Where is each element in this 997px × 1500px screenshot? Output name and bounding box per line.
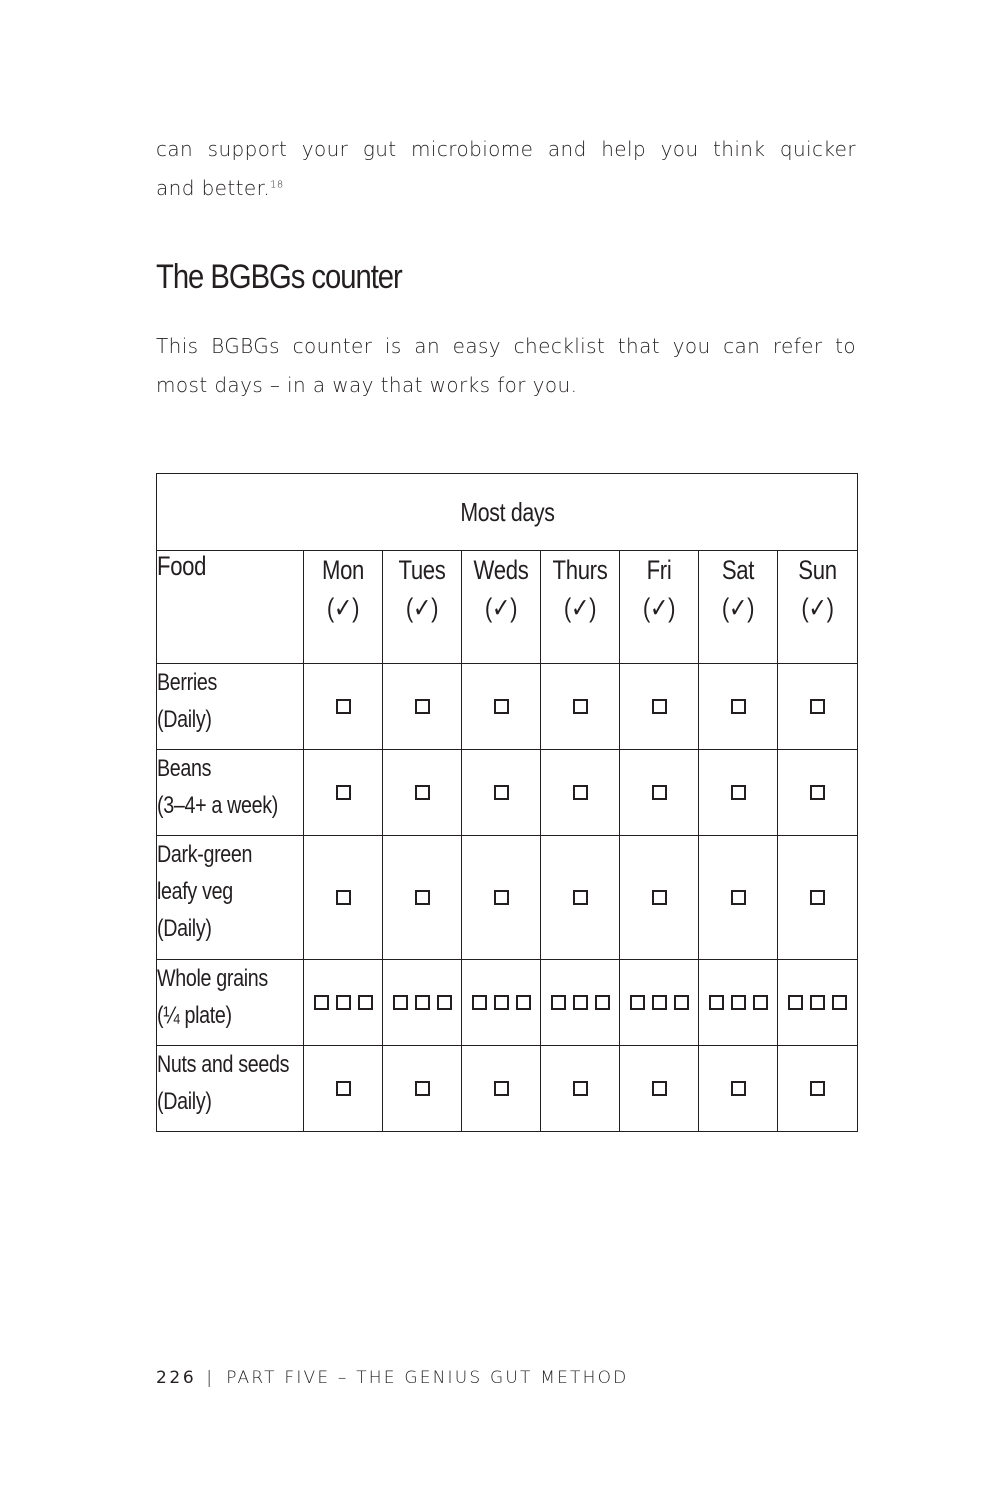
checkbox-cell-sat <box>699 1046 778 1132</box>
intro-line-1: can support your gut microbiome and help you think quicker <box>156 137 856 161</box>
table-title-cell <box>157 474 858 551</box>
empty-square-icon[interactable] <box>494 995 509 1010</box>
checkbox-cell-weds <box>462 664 541 750</box>
checkbox-cell-thurs <box>541 836 620 960</box>
food-column-header <box>157 551 304 664</box>
checkbox-cell-sun <box>778 750 858 836</box>
checkbox-cell-weds <box>462 836 541 960</box>
table-row-beans <box>157 750 858 836</box>
day-name: Tues <box>398 555 446 585</box>
checkbox-cell-sat <box>699 750 778 836</box>
food-header-label: Food <box>157 551 207 581</box>
checkbox-cell-sat <box>699 960 778 1046</box>
food-label-line: leafy veg <box>157 878 233 905</box>
table-body <box>157 664 858 1132</box>
empty-square-icon[interactable] <box>415 1081 430 1096</box>
checkbox-cell-fri <box>620 750 699 836</box>
checkmark-icon: (✓) <box>484 593 518 623</box>
empty-square-icon[interactable] <box>731 785 746 800</box>
day-header-3 <box>541 551 620 664</box>
checkbox-cell-tues <box>383 1046 462 1132</box>
food-label-line: Berries <box>157 669 218 696</box>
empty-square-icon[interactable] <box>516 995 531 1010</box>
day-header-4 <box>620 551 699 664</box>
checkbox-cell-thurs <box>541 1046 620 1132</box>
food-label-line: Whole grains <box>157 965 268 992</box>
empty-square-icon[interactable] <box>652 699 667 714</box>
food-label-line: (Daily) <box>157 706 212 733</box>
empty-square-icon[interactable] <box>494 699 509 714</box>
day-name: Fri <box>646 555 672 585</box>
checkbox-cell-tues <box>383 750 462 836</box>
day-name: Sat <box>721 555 755 585</box>
empty-square-icon[interactable] <box>573 1081 588 1096</box>
checkbox-cell-sun <box>778 1046 858 1132</box>
table-header-row <box>157 551 858 664</box>
empty-square-icon[interactable] <box>753 995 768 1010</box>
day-header-0 <box>304 551 383 664</box>
empty-square-icon[interactable] <box>832 995 847 1010</box>
day-name: Weds <box>473 555 529 585</box>
food-label-line-wrap <box>157 960 303 997</box>
checkbox-cell-weds <box>462 750 541 836</box>
day-name: Mon <box>321 555 365 585</box>
section-heading: The BGBGs counter <box>156 258 402 296</box>
empty-square-icon[interactable] <box>652 1081 667 1096</box>
checkbox-cell-sat <box>699 836 778 960</box>
food-label-line-wrap <box>157 997 303 1034</box>
table-row-berries <box>157 664 858 750</box>
food-label-line-wrap <box>157 750 303 787</box>
food-label-line: Beans <box>157 755 212 782</box>
empty-square-icon[interactable] <box>494 785 509 800</box>
food-label-line-wrap <box>157 664 303 701</box>
description-line-2: most days – in a way that works for you. <box>156 373 578 397</box>
checkbox-cell-thurs <box>541 750 620 836</box>
food-label-line: Dark-green <box>157 841 253 868</box>
food-label-line: (Daily) <box>157 1088 212 1115</box>
day-name: Thurs <box>552 555 608 585</box>
day-header-1 <box>383 551 462 664</box>
checkbox-cell-weds <box>462 960 541 1046</box>
empty-square-icon[interactable] <box>314 995 329 1010</box>
empty-square-icon[interactable] <box>415 890 430 905</box>
food-label-line-wrap <box>157 836 303 873</box>
empty-square-icon[interactable] <box>630 995 645 1010</box>
table-title: Most days <box>459 496 555 527</box>
empty-square-icon[interactable] <box>788 995 803 1010</box>
day-header-6 <box>778 551 858 664</box>
food-label-cell <box>157 750 304 836</box>
empty-square-icon[interactable] <box>810 1081 825 1096</box>
description-paragraph <box>156 327 856 405</box>
bgbgs-counter-table <box>156 473 858 1132</box>
empty-square-icon[interactable] <box>652 995 667 1010</box>
table-row-whole-grains <box>157 960 858 1046</box>
day-header-5 <box>699 551 778 664</box>
empty-square-icon[interactable] <box>810 699 825 714</box>
food-label-cell <box>157 664 304 750</box>
checkbox-cell-mon <box>304 750 383 836</box>
empty-square-icon[interactable] <box>336 785 351 800</box>
checkbox-cell-tues <box>383 836 462 960</box>
empty-square-icon[interactable] <box>573 995 588 1010</box>
page-footer <box>156 1368 628 1388</box>
empty-square-icon[interactable] <box>437 995 452 1010</box>
checkbox-cell-fri <box>620 960 699 1046</box>
empty-square-icon[interactable] <box>731 890 746 905</box>
footnote-marker: 18 <box>270 179 284 191</box>
checkbox-cell-sun <box>778 664 858 750</box>
food-label-line-wrap <box>157 787 303 824</box>
checkbox-cell-mon <box>304 960 383 1046</box>
checkbox-cell-fri <box>620 664 699 750</box>
checkbox-cell-mon <box>304 664 383 750</box>
empty-square-icon[interactable] <box>494 1081 509 1096</box>
food-label-cell <box>157 836 304 960</box>
empty-square-icon[interactable] <box>358 995 373 1010</box>
empty-square-icon[interactable] <box>652 785 667 800</box>
empty-square-icon[interactable] <box>551 995 566 1010</box>
empty-square-icon[interactable] <box>810 785 825 800</box>
running-title: PART FIVE – THE GENIUS GUT METHOD <box>226 1368 629 1388</box>
empty-square-icon[interactable] <box>810 995 825 1010</box>
empty-square-icon[interactable] <box>415 699 430 714</box>
food-label-line-wrap <box>157 873 303 910</box>
intro-line-2 <box>156 169 856 208</box>
food-label-line-wrap <box>157 1083 303 1120</box>
food-label-cell <box>157 1046 304 1132</box>
table-row-nuts-and-seeds <box>157 1046 858 1132</box>
checkbox-cell-sun <box>778 960 858 1046</box>
empty-square-icon[interactable] <box>595 995 610 1010</box>
empty-square-icon[interactable] <box>573 699 588 714</box>
empty-square-icon[interactable] <box>336 995 351 1010</box>
day-header-2 <box>462 551 541 664</box>
food-label-line-wrap <box>157 701 303 738</box>
checkbox-cell-thurs <box>541 664 620 750</box>
food-label-line: (Daily) <box>157 915 212 942</box>
checkmark-icon: (✓) <box>721 593 755 623</box>
table-row-dark-green-leafy-veg <box>157 836 858 960</box>
empty-square-icon[interactable] <box>731 995 746 1010</box>
checkbox-cell-mon <box>304 836 383 960</box>
empty-square-icon[interactable] <box>652 890 667 905</box>
day-name: Sun <box>798 555 837 585</box>
empty-square-icon[interactable] <box>336 890 351 905</box>
checkmark-icon: (✓) <box>642 593 676 623</box>
empty-square-icon[interactable] <box>674 995 689 1010</box>
food-label-line: (3–4+ a week) <box>157 792 279 819</box>
checkbox-cell-mon <box>304 1046 383 1132</box>
page-number: 226 <box>156 1368 197 1388</box>
checkbox-cell-thurs <box>541 960 620 1046</box>
table-title-row <box>157 474 858 551</box>
food-label-cell <box>157 960 304 1046</box>
footer-separator: | <box>206 1368 215 1388</box>
intro-line-2-text: and better. <box>156 176 271 200</box>
checkbox-cell-sun <box>778 836 858 960</box>
empty-square-icon[interactable] <box>810 890 825 905</box>
empty-square-icon[interactable] <box>393 995 408 1010</box>
checkmark-icon: (✓) <box>563 593 597 623</box>
empty-square-icon[interactable] <box>573 785 588 800</box>
empty-square-icon[interactable] <box>336 699 351 714</box>
empty-square-icon[interactable] <box>731 699 746 714</box>
checkbox-cell-tues <box>383 960 462 1046</box>
intro-paragraph <box>156 130 856 208</box>
empty-square-icon[interactable] <box>573 890 588 905</box>
food-label-line-wrap <box>157 910 303 947</box>
empty-square-icon[interactable] <box>415 785 430 800</box>
food-label-line: (¼ plate) <box>157 1002 232 1029</box>
checkbox-cell-fri <box>620 1046 699 1132</box>
food-label-line-wrap <box>157 1046 303 1083</box>
empty-square-icon[interactable] <box>709 995 724 1010</box>
empty-square-icon[interactable] <box>731 1081 746 1096</box>
food-label-line: Nuts and seeds <box>157 1051 290 1078</box>
checkbox-cell-sat <box>699 664 778 750</box>
checkbox-cell-tues <box>383 664 462 750</box>
checkmark-icon: (✓) <box>801 593 834 623</box>
checkmark-icon: (✓) <box>405 593 439 623</box>
empty-square-icon[interactable] <box>415 995 430 1010</box>
checkbox-cell-fri <box>620 836 699 960</box>
empty-square-icon[interactable] <box>472 995 487 1010</box>
checkmark-icon: (✓) <box>326 593 360 623</box>
description-line-1: This BGBGs counter is an easy checklist that you can refer to <box>156 334 856 358</box>
checkbox-cell-weds <box>462 1046 541 1132</box>
empty-square-icon[interactable] <box>336 1081 351 1096</box>
empty-square-icon[interactable] <box>494 890 509 905</box>
